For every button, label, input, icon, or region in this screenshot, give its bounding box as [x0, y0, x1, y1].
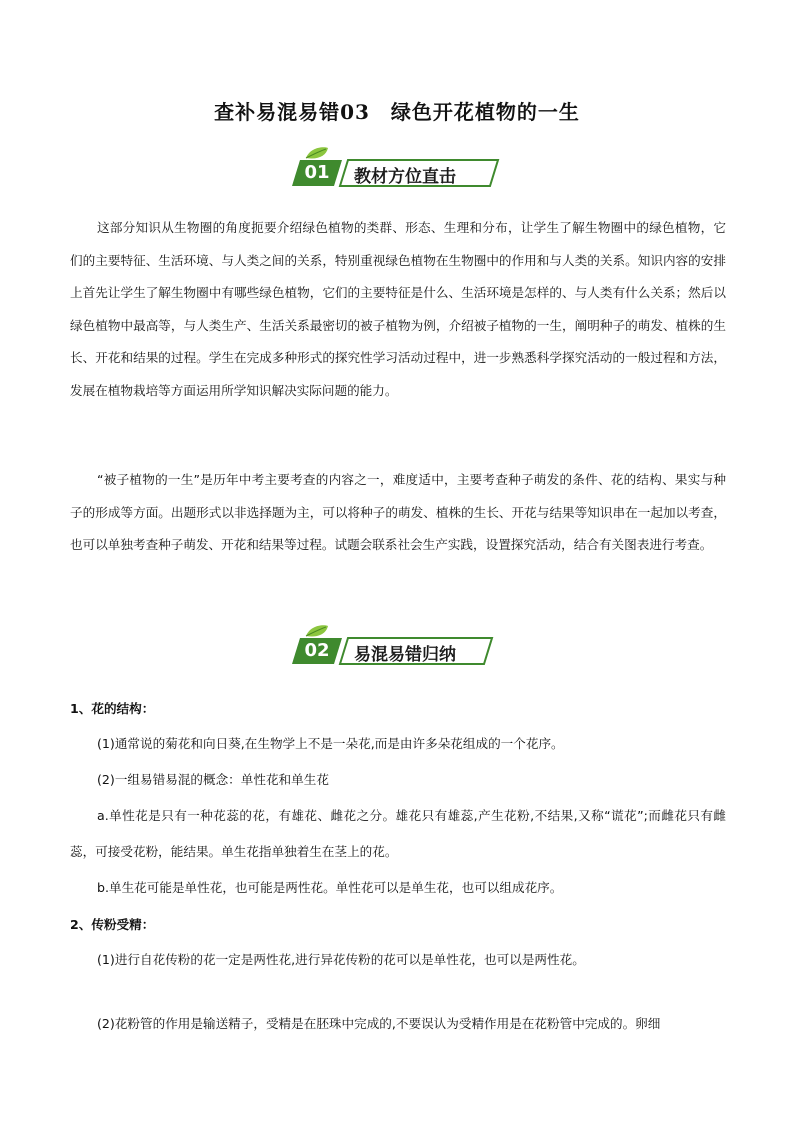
- section-number: 01: [304, 162, 330, 183]
- section-label: 易混易错归纳: [354, 645, 456, 665]
- topic-2-item-2: (2)花粉管的作用是输送精子，受精是在胚珠中完成的,不要误认为受精作用是在花粉管中完成的。卵细: [97, 1016, 661, 1031]
- section-badge-01: [292, 146, 502, 186]
- topic-1-item-1: (1)通常说的菊花和向日葵,在生物学上不是一朵花,而是由许多朵花组成的一个花序。: [97, 736, 564, 751]
- topic-1-item-3: a.单性花是只有一种花蕊的花，有雄花、雌花之分。雄花只有雄蕊,产生花粉,不结果,又称“谎花”;而雌花只有雌蕊，可接受花粉，能结果。单生花指单独着生在茎上的花。: [70, 808, 726, 859]
- topic-1-item-4: b.单生花可能是单性花，也可能是两性花。单性花可以是单生花，也可以组成花序。: [97, 880, 563, 895]
- section-label: 教材方位直击: [354, 167, 456, 187]
- topic-2-item-1: (1)进行自花传粉的花一定是两性花,进行异花传粉的花可以是单性花，也可以是两性花。: [97, 952, 585, 967]
- page-title: 查补易混易错03 绿色开花植物的一生: [214, 100, 580, 124]
- section-number: 02: [304, 640, 330, 661]
- intro-paragraph-1: 这部分知识从生物圈的角度扼要介绍绿色植物的类群、形态、生理和分布，让学生了解生物圈中的绿色植物，它们的主要特征、生活环境、与人类之间的关系，特别重视绿色植物在生物圈中的作用和与人类的关系。知识内容的安排上首先让学生了解生物圈中有哪些绿色植物，它们的主要特征是什么、生活环境是怎样的、与人类有什么关系；然后以绿色植物中最高等，与人类生产、生活关系最密切的被子植物为例，介绍被子植物的一生，阐明种子的萌发、植株的生长、开花和结果的过程。学生在完成多种形式的探究性学习活动过程中，进一步熟悉科学探究活动的一般过程和方法，发展在植物栽培等方面运用所学知识解决实际问题的能力。: [70, 220, 726, 398]
- topic-1-item-2: (2)一组易错易混的概念：单性花和单生花: [97, 772, 329, 787]
- topic-heading-2: 2、传粉受精：: [70, 917, 155, 932]
- intro-paragraph-2: “被子植物的一生”是历年中考主要考查的内容之一，难度适中，主要考查种子萌发的条件、花的结构、果实与种子的形成等方面。出题形式以非选择题为主，可以将种子的萌发、植株的生长、开花与结果等知识串在一起加以考查，也可以单独考查种子萌发、开花和结果等过程。试题会联系社会生产实践，设置探究活动，结合有关图表进行考查。: [70, 472, 726, 552]
- topic-heading-1: 1、花的结构：: [70, 701, 155, 716]
- section-badge-02: [292, 624, 502, 664]
